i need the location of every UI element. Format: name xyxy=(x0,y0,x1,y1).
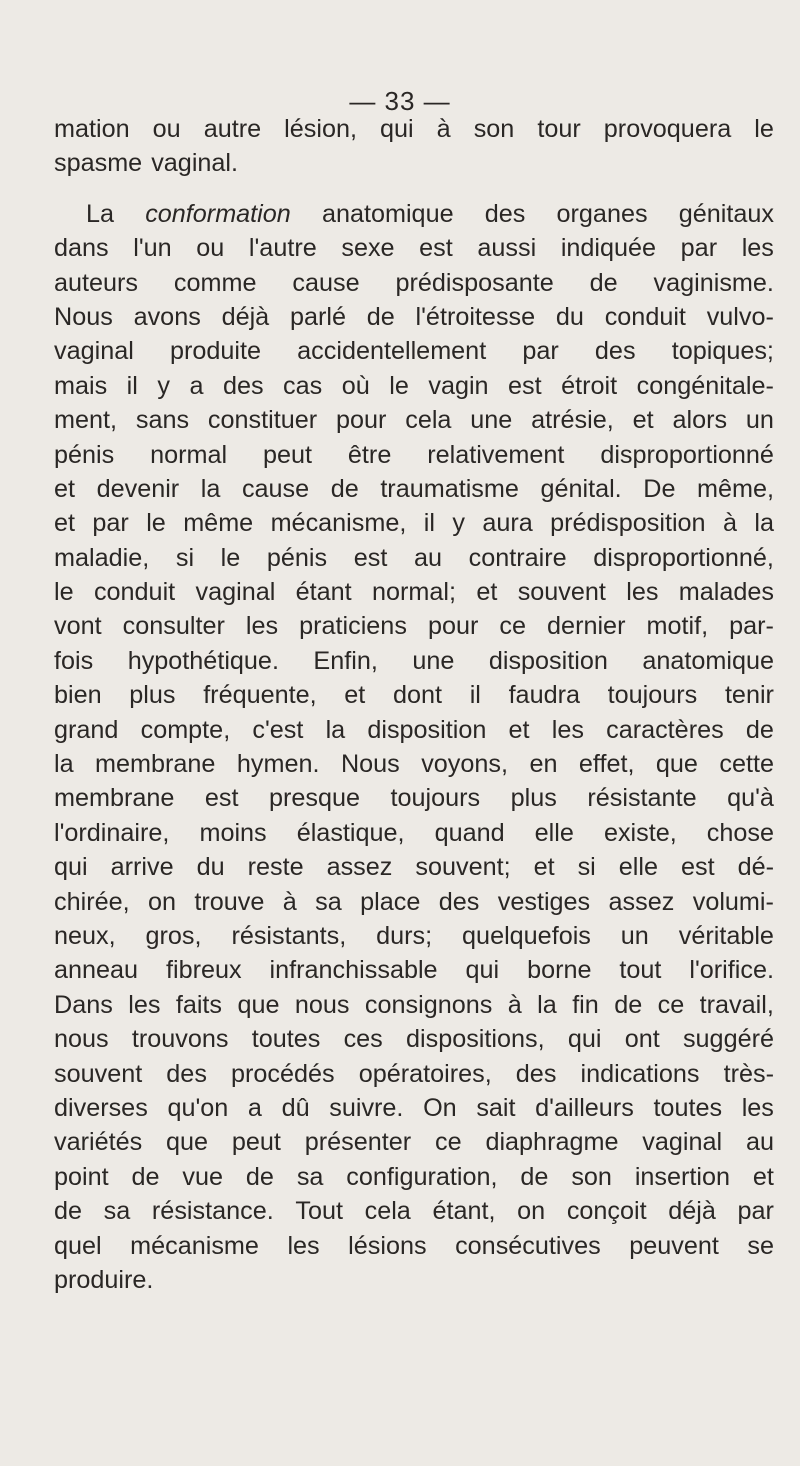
paragraph xyxy=(54,112,774,181)
text-line: l'ordinaire, moins élastique, quand elle existe, chose xyxy=(54,818,774,847)
text-line: spasme vaginal. xyxy=(54,149,239,178)
text-line: membrane est presque toujours plus résistante qu'à xyxy=(54,784,774,813)
text-line: variétés que peut présenter ce diaphragme vaginal au xyxy=(54,1128,774,1157)
text-line: et devenir la cause de traumatisme génital. De même, xyxy=(54,474,774,503)
text-line: mais il y a des cas où le vagin est étroit congénitale- xyxy=(54,371,774,400)
text-line: dans l'un ou l'autre sexe est aussi indiquée par les xyxy=(54,234,774,263)
text-line: produire. xyxy=(54,1265,154,1294)
text-line: ment, sans constituer pour cela une atrésie, et alors un xyxy=(54,406,774,435)
text-line: maladie, si le pénis est au contraire disproportionné, xyxy=(54,543,774,572)
text-line: chirée, on trouve à sa place des vestiges assez volumi- xyxy=(54,887,774,916)
text-line: et par le même mécanisme, il y aura prédisposition à la xyxy=(54,509,774,538)
paragraph xyxy=(54,197,774,1298)
text-line: quel mécanisme les lésions consécutives peuvent se xyxy=(54,1231,774,1260)
text-line: point de vue de sa configuration, de son insertion et xyxy=(54,1162,774,1191)
text-line: vont consulter les praticiens pour ce dernier motif, par- xyxy=(54,612,774,641)
text-line: bien plus fréquente, et dont il faudra toujours tenir xyxy=(54,681,774,710)
text-line: grand compte, c'est la disposition et les caractères de xyxy=(54,715,774,744)
text-line: Nous avons déjà parlé de l'étroitesse du conduit vulvo- xyxy=(54,302,774,331)
text-line: anneau fibreux infranchissable qui borne tout l'orifice. xyxy=(54,956,774,985)
text-line: neux, gros, résistants, durs; quelquefois un véritable xyxy=(54,921,774,950)
text-line: souvent des procédés opératoires, des indications très- xyxy=(54,1059,774,1088)
page-number: — 33 — xyxy=(349,86,451,116)
text-line: vaginal produite accidentellement par des topiques; xyxy=(54,337,774,366)
body-text xyxy=(54,112,774,1297)
text-line: de sa résistance. Tout cela étant, on conçoit déjà par xyxy=(54,1197,774,1226)
text-line: le conduit vaginal étant normal; et souvent les malades xyxy=(54,578,774,607)
text-line: Dans les faits que nous consignons à la fin de ce travail, xyxy=(54,990,774,1019)
text-line: qui arrive du reste assez souvent; et si elle est dé- xyxy=(54,853,774,882)
text-line: fois hypothétique. Enfin, une disposition anatomique xyxy=(54,646,774,675)
text-line: auteurs comme cause prédisposante de vaginisme. xyxy=(54,268,774,297)
text-line: La conformation anatomique des organes génitaux xyxy=(86,199,774,228)
text-line: mation ou autre lésion, qui à son tour provoquera le xyxy=(54,115,774,143)
text-line: nous trouvons toutes ces dispositions, qui ont suggéré xyxy=(54,1025,774,1054)
text-line: la membrane hymen. Nous voyons, en effet, que cette xyxy=(54,750,774,779)
text-line: pénis normal peut être relativement disproportionné xyxy=(54,440,774,469)
text-line: diverses qu'on a dû suivre. On sait d'ailleurs toutes les xyxy=(54,1093,774,1122)
